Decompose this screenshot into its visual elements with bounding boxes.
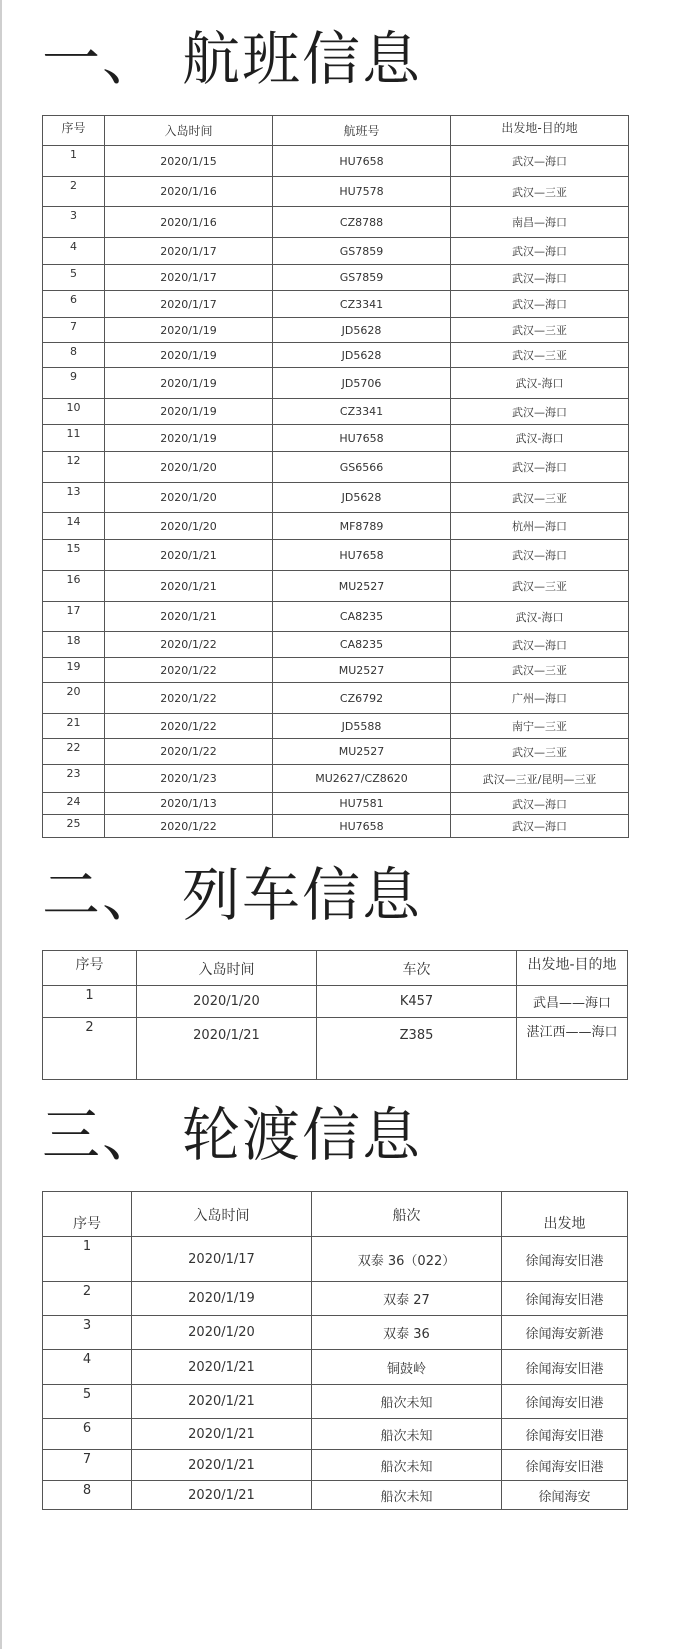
cell-number: CA8235 — [273, 632, 451, 658]
section-number: 一、 — [42, 25, 163, 93]
cell-index: 1 — [43, 1237, 132, 1282]
cell-route: 武汉—三亚/昆明—三亚 — [451, 765, 629, 793]
cell-date: 2020/1/22 — [105, 683, 273, 714]
col-header-flight: 航班号 — [273, 116, 451, 146]
cell-index: 22 — [43, 739, 105, 765]
cell-route: 徐闻海安旧港 — [502, 1385, 628, 1419]
table-row — [43, 714, 629, 739]
ferries-table — [42, 1191, 628, 1510]
table-row — [43, 399, 629, 425]
col-header-date: 入岛时间 — [132, 1192, 312, 1237]
cell-index: 6 — [43, 1419, 132, 1450]
cell-date: 2020/1/20 — [132, 1316, 312, 1350]
cell-number: 船次未知 — [312, 1419, 502, 1450]
cell-number: Z385 — [317, 1018, 517, 1080]
cell-date: 2020/1/22 — [105, 739, 273, 765]
cell-index: 16 — [43, 571, 105, 602]
cell-number: MU2527 — [273, 739, 451, 765]
col-header-route: 出发地-目的地 — [451, 116, 629, 146]
cell-index: 21 — [43, 714, 105, 739]
cell-route: 徐闻海安 — [502, 1481, 628, 1510]
cell-date: 2020/1/22 — [105, 714, 273, 739]
table-row — [43, 1018, 628, 1080]
cell-number: 双泰 36（022） — [312, 1237, 502, 1282]
table-row — [43, 1316, 628, 1350]
col-header-train: 车次 — [317, 951, 517, 986]
cell-date: 2020/1/21 — [105, 602, 273, 632]
cell-route: 武汉—海口 — [451, 399, 629, 425]
col-header-origin: 出发地 — [502, 1192, 628, 1237]
cell-number: HU7658 — [273, 146, 451, 177]
cell-route: 南宁—三亚 — [451, 714, 629, 739]
cell-number: CZ3341 — [273, 399, 451, 425]
section-heading: 列车信息 — [182, 861, 423, 929]
cell-route: 杭州—海口 — [451, 513, 629, 540]
table-row — [43, 238, 629, 265]
cell-number: 双泰 36 — [312, 1316, 502, 1350]
cell-route: 武汉—海口 — [451, 146, 629, 177]
cell-route: 武汉—三亚 — [451, 483, 629, 513]
section-number: 三、 — [42, 1101, 163, 1169]
table-row — [43, 291, 629, 318]
cell-number: MF8789 — [273, 513, 451, 540]
cell-index: 1 — [43, 146, 105, 177]
cell-index: 17 — [43, 602, 105, 632]
cell-index: 7 — [43, 318, 105, 343]
cell-route: 徐闻海安旧港 — [502, 1450, 628, 1481]
cell-index: 2 — [43, 1018, 137, 1080]
cell-date: 2020/1/20 — [137, 986, 317, 1018]
cell-number: MU2627/CZ8620 — [273, 765, 451, 793]
col-header-index: 序号 — [43, 116, 105, 146]
cell-date: 2020/1/21 — [132, 1481, 312, 1510]
cell-number: 船次未知 — [312, 1450, 502, 1481]
table-row — [43, 739, 629, 765]
cell-route: 武汉—海口 — [451, 265, 629, 291]
cell-index: 1 — [43, 986, 137, 1018]
section-heading: 航班信息 — [182, 25, 423, 93]
col-header-date: 入岛时间 — [137, 951, 317, 986]
cell-date: 2020/1/16 — [105, 177, 273, 207]
col-header-index: 序号 — [43, 951, 137, 986]
cell-date: 2020/1/23 — [105, 765, 273, 793]
cell-route: 武汉—海口 — [451, 540, 629, 571]
cell-date: 2020/1/21 — [137, 1018, 317, 1080]
section-title-trains — [42, 860, 422, 930]
cell-number: CA8235 — [273, 602, 451, 632]
cell-number: 铜鼓岭 — [312, 1350, 502, 1385]
col-header-route: 出发地-目的地 — [517, 951, 628, 986]
table-row — [43, 540, 629, 571]
table-row — [43, 1481, 628, 1510]
cell-number: GS7859 — [273, 265, 451, 291]
cell-number: GS7859 — [273, 238, 451, 265]
table-row — [43, 683, 629, 714]
cell-number: JD5588 — [273, 714, 451, 739]
cell-route: 湛江西——海口 — [517, 1018, 628, 1080]
cell-route: 武汉—三亚 — [451, 739, 629, 765]
cell-route: 徐闻海安旧港 — [502, 1282, 628, 1316]
trains-table — [42, 950, 628, 1080]
cell-number: HU7658 — [273, 425, 451, 452]
cell-index: 2 — [43, 177, 105, 207]
cell-number: K457 — [317, 986, 517, 1018]
cell-route: 武汉—三亚 — [451, 658, 629, 683]
cell-route: 徐闻海安新港 — [502, 1316, 628, 1350]
table-header-row — [43, 116, 629, 146]
cell-date: 2020/1/21 — [132, 1350, 312, 1385]
cell-index: 3 — [43, 207, 105, 238]
cell-route: 徐闻海安旧港 — [502, 1419, 628, 1450]
cell-route: 武汉—三亚 — [451, 318, 629, 343]
table-row — [43, 1350, 628, 1385]
table-row — [43, 632, 629, 658]
cell-index: 18 — [43, 632, 105, 658]
cell-index: 6 — [43, 291, 105, 318]
cell-number: CZ8788 — [273, 207, 451, 238]
cell-number: CZ6792 — [273, 683, 451, 714]
cell-route: 南昌—海口 — [451, 207, 629, 238]
cell-index: 4 — [43, 238, 105, 265]
col-header-date: 入岛时间 — [105, 116, 273, 146]
table-row — [43, 658, 629, 683]
col-header-index: 序号 — [43, 1192, 132, 1237]
cell-index: 8 — [43, 1481, 132, 1510]
table-row — [43, 513, 629, 540]
cell-date: 2020/1/20 — [105, 452, 273, 483]
cell-index: 19 — [43, 658, 105, 683]
cell-date: 2020/1/21 — [132, 1419, 312, 1450]
cell-number: HU7578 — [273, 177, 451, 207]
cell-index: 13 — [43, 483, 105, 513]
cell-number: HU7581 — [273, 793, 451, 815]
cell-route: 武汉—海口 — [451, 632, 629, 658]
cell-date: 2020/1/22 — [105, 815, 273, 838]
cell-date: 2020/1/17 — [105, 238, 273, 265]
table-row — [43, 368, 629, 399]
cell-date: 2020/1/21 — [132, 1450, 312, 1481]
table-header-row — [43, 1192, 628, 1237]
table-row — [43, 177, 629, 207]
cell-number: JD5628 — [273, 343, 451, 368]
cell-route: 武汉—海口 — [451, 238, 629, 265]
cell-number: JD5628 — [273, 483, 451, 513]
cell-route: 武汉—三亚 — [451, 343, 629, 368]
cell-number: 双泰 27 — [312, 1282, 502, 1316]
cell-index: 23 — [43, 765, 105, 793]
table-row — [43, 986, 628, 1018]
cell-route: 武汉—海口 — [451, 291, 629, 318]
cell-route: 武汉—三亚 — [451, 177, 629, 207]
cell-index: 14 — [43, 513, 105, 540]
section-title-ferries — [42, 1100, 422, 1170]
cell-date: 2020/1/17 — [132, 1237, 312, 1282]
table-row — [43, 265, 629, 291]
cell-index: 10 — [43, 399, 105, 425]
cell-number: JD5628 — [273, 318, 451, 343]
cell-date: 2020/1/15 — [105, 146, 273, 177]
cell-date: 2020/1/22 — [105, 632, 273, 658]
cell-route: 武昌——海口 — [517, 986, 628, 1018]
table-row — [43, 602, 629, 632]
cell-number: GS6566 — [273, 452, 451, 483]
table-row — [43, 483, 629, 513]
cell-date: 2020/1/17 — [105, 265, 273, 291]
table-row — [43, 815, 629, 838]
cell-date: 2020/1/19 — [132, 1282, 312, 1316]
cell-index: 9 — [43, 368, 105, 399]
cell-date: 2020/1/13 — [105, 793, 273, 815]
cell-index: 3 — [43, 1316, 132, 1350]
cell-route: 徐闻海安旧港 — [502, 1350, 628, 1385]
cell-number: CZ3341 — [273, 291, 451, 318]
cell-date: 2020/1/19 — [105, 343, 273, 368]
section-heading: 轮渡信息 — [182, 1101, 423, 1169]
cell-route: 武汉-海口 — [451, 602, 629, 632]
cell-index: 15 — [43, 540, 105, 571]
cell-route: 徐闻海安旧港 — [502, 1237, 628, 1282]
cell-route: 武汉-海口 — [451, 425, 629, 452]
col-header-ship: 船次 — [312, 1192, 502, 1237]
cell-index: 8 — [43, 343, 105, 368]
section-number: 二、 — [42, 861, 163, 929]
cell-route: 武汉—三亚 — [451, 571, 629, 602]
cell-date: 2020/1/22 — [105, 658, 273, 683]
cell-index: 25 — [43, 815, 105, 838]
table-header-row — [43, 951, 628, 986]
cell-route: 武汉—海口 — [451, 815, 629, 838]
section-title-flights — [42, 24, 422, 94]
cell-route: 广州—海口 — [451, 683, 629, 714]
table-row — [43, 318, 629, 343]
cell-index: 4 — [43, 1350, 132, 1385]
flights-table — [42, 115, 629, 838]
cell-route: 武汉—海口 — [451, 793, 629, 815]
cell-number: HU7658 — [273, 540, 451, 571]
table-row — [43, 1450, 628, 1481]
cell-date: 2020/1/21 — [132, 1385, 312, 1419]
cell-number: MU2527 — [273, 571, 451, 602]
cell-date: 2020/1/21 — [105, 540, 273, 571]
cell-index: 5 — [43, 265, 105, 291]
table-row — [43, 793, 629, 815]
table-row — [43, 1237, 628, 1282]
cell-number: HU7658 — [273, 815, 451, 838]
cell-date: 2020/1/19 — [105, 399, 273, 425]
table-row — [43, 207, 629, 238]
cell-number: MU2527 — [273, 658, 451, 683]
table-row — [43, 1385, 628, 1419]
cell-route: 武汉-海口 — [451, 368, 629, 399]
cell-index: 11 — [43, 425, 105, 452]
cell-number: 船次未知 — [312, 1481, 502, 1510]
table-row — [43, 146, 629, 177]
cell-date: 2020/1/19 — [105, 318, 273, 343]
cell-date: 2020/1/17 — [105, 291, 273, 318]
cell-number: 船次未知 — [312, 1385, 502, 1419]
cell-index: 12 — [43, 452, 105, 483]
cell-date: 2020/1/19 — [105, 368, 273, 399]
table-row — [43, 343, 629, 368]
cell-index: 7 — [43, 1450, 132, 1481]
table-row — [43, 425, 629, 452]
cell-index: 24 — [43, 793, 105, 815]
page-left-border — [0, 0, 2, 1649]
cell-date: 2020/1/20 — [105, 483, 273, 513]
cell-number: JD5706 — [273, 368, 451, 399]
table-row — [43, 571, 629, 602]
cell-index: 5 — [43, 1385, 132, 1419]
cell-date: 2020/1/16 — [105, 207, 273, 238]
cell-index: 2 — [43, 1282, 132, 1316]
table-row — [43, 1419, 628, 1450]
table-row — [43, 765, 629, 793]
cell-index: 20 — [43, 683, 105, 714]
cell-date: 2020/1/19 — [105, 425, 273, 452]
cell-date: 2020/1/20 — [105, 513, 273, 540]
table-row — [43, 452, 629, 483]
cell-route: 武汉—海口 — [451, 452, 629, 483]
table-row — [43, 1282, 628, 1316]
cell-date: 2020/1/21 — [105, 571, 273, 602]
